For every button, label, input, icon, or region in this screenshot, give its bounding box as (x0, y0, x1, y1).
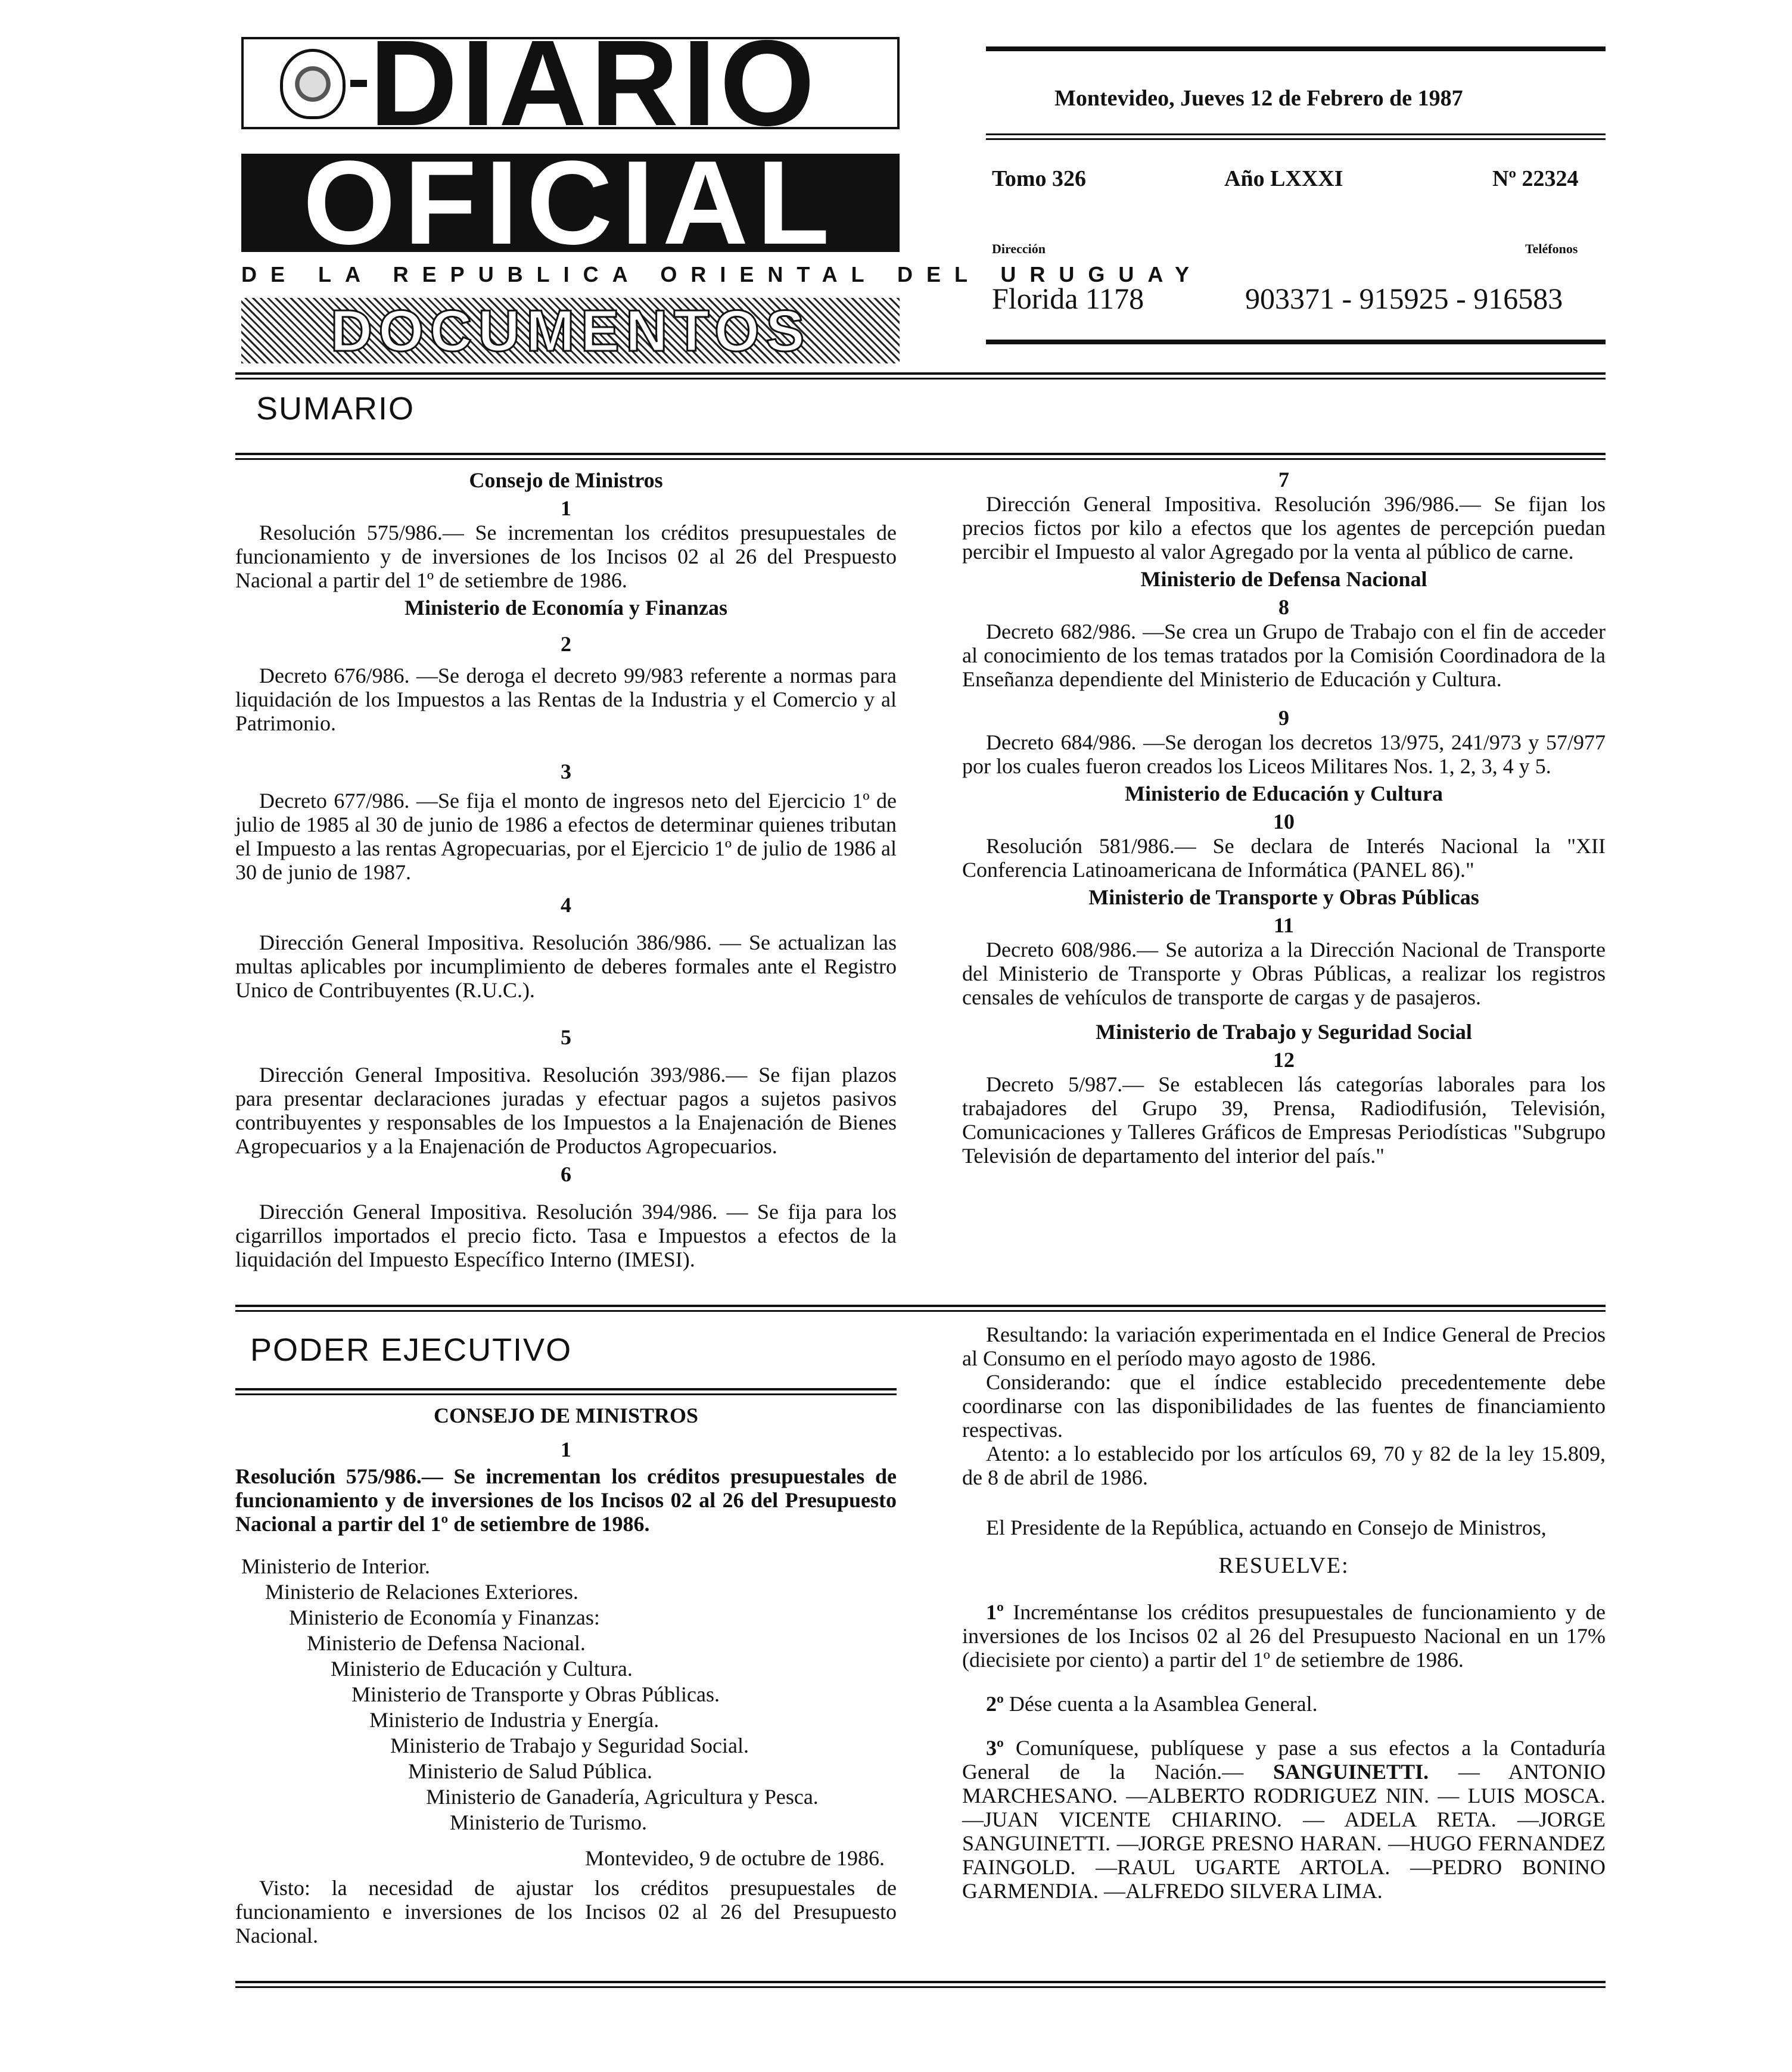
coat-of-arms-icon (280, 49, 346, 119)
masthead-documentos: DOCUMENTOS (330, 298, 811, 363)
resultando-paragraph: Resultando: la variación experimentada en el Indice General de Precios al Consumo en el período mayo agosto de 1986. (962, 1323, 1606, 1370)
poder-right-column (962, 1323, 1606, 1903)
ministry-line: Ministerio de Economía y Finanzas: (289, 1606, 600, 1629)
poder-left-column (235, 1400, 897, 1947)
article-1-text: Increméntanse los créditos presupuestales de funcionamiento y de inversiones de los Incisos 02 al 26 del Presupuesto Nacional en un 17% (diecisiete por ciento) a partir del 1º de setiembre de 1986. (962, 1600, 1606, 1672)
article-2-number: 2º (986, 1692, 1004, 1716)
summary-item: Decreto 684/986. —Se derogan los decretos 13/975, 241/973 y 57/977 por los cuales fueron creados los Liceos Militares Nos. 1, 2, 3, 4 y 5. (962, 730, 1606, 778)
ministry-line: Ministerio de Transporte y Obras Públicas. (351, 1682, 720, 1706)
section-heading: Ministerio de Transporte y Obras Públicas (1088, 885, 1479, 909)
section-heading: Ministerio de Economía y Finanzas (405, 596, 727, 620)
item-number: 8 (1278, 595, 1289, 619)
summary-item: Resolución 581/986.— Se declara de Interés Nacional la "XII Conferencia Latinoamericana de Informática (PANEL 86)." (962, 834, 1606, 882)
ministries-list (235, 1554, 897, 1835)
poder-ejecutivo-title: PODER EJECUTIVO (250, 1332, 573, 1368)
ministry-line: Ministerio de Ganadería, Agricultura y Pesca. (426, 1785, 819, 1809)
sumario-rule (235, 453, 1606, 455)
sumario-rule (235, 458, 1606, 460)
telefonos-value: 903371 - 915925 - 916583 (1245, 282, 1563, 315)
summary-item: Decreto 608/986.— Se autoriza a la Dirección Nacional de Transporte del Ministerio de Transporte y Obras Públicas, a realizar los registros censales de vehículos de transporte de cargas y de pasajeros. (962, 938, 1606, 1009)
item-number: 1 (561, 496, 571, 520)
telefonos-label: Teléfonos (1525, 241, 1578, 256)
article-2-text: Dése cuenta a la Asamblea General. (1009, 1692, 1318, 1716)
issue-number: Nº 22324 (1492, 166, 1579, 191)
footer-rule (235, 1986, 1606, 1988)
item-number: 11 (1273, 913, 1294, 937)
header-top-rule (986, 46, 1606, 51)
direccion-label: Dirección (992, 241, 1046, 256)
item-number: 5 (561, 1025, 571, 1049)
resuelve-heading: RESUELVE: (1218, 1553, 1349, 1578)
resolution-title: Resolución 575/986.— Se incrementan los créditos presupuestales de funcionamiento y de inversiones de los Incisos 02 al 26 del Presupuesto Nacional a partir del 1º de setiembre de 1986. (235, 1464, 897, 1536)
atento-paragraph: Atento: a lo establecido por los artículos 69, 70 y 82 de la ley 15.809, de 8 de abril de 1986. (962, 1442, 1606, 1489)
summary-item: Decreto 682/986. —Se crea un Grupo de Trabajo con el fin de acceder al conocimiento de los temas tratados por la Comisión Coordinadora de la Enseñanza dependiente del Ministerio de Educación y Cultura. (962, 620, 1606, 691)
masthead-title-diario: DIARIO (369, 15, 819, 151)
summary-item: Dirección General Impositiva. Resolución 396/986.— Se fijan los precios fictos por kilo a efectos que los agentes de percepción puedan percibir el Impuesto al valor Agregado por la venta al público de carne. (962, 492, 1606, 564)
item-number: 2 (561, 632, 571, 656)
header-rule (986, 138, 1606, 140)
ministry-line: Ministerio de Interior. (241, 1554, 430, 1578)
poder-rule (235, 1393, 897, 1395)
poder-rule (235, 1388, 897, 1390)
summary-item: Dirección General Impositiva. Resolución 394/986. — Se fija para los cigarrillos importados el precio ficto. Tasa e Impuestos a efectos de la liquidación del Impuesto Específico Interno (IMESI). (235, 1200, 897, 1271)
item-number: 3 (561, 760, 571, 783)
article-3-number: 3º (986, 1736, 1004, 1760)
tomo: Tomo 326 (992, 166, 1087, 191)
masthead-divider (235, 372, 1606, 375)
summary-item: Dirección General Impositiva. Resolución 386/986. — Se actualizan las multas aplicables por incumplimiento de deberes formales ante el Registro Unico de Contribuyentes (R.U.C.). (235, 931, 897, 1002)
ministry-line: Ministerio de Defensa Nacional. (307, 1631, 586, 1655)
masthead-subtitle: DE LA REPUBLICA ORIENTAL DEL URUGUAY (241, 262, 1203, 287)
masthead-dash (350, 80, 367, 87)
visto-paragraph: Visto: la necesidad de ajustar los créditos presupuestales de funcionamiento e inversiones de los Incisos 02 al 26 del Presupuesto Nacional. (235, 1876, 897, 1947)
poder-divider (235, 1305, 1606, 1307)
summary-item: Resolución 575/986.— Se incrementan los créditos presupuestales de funcionamiento y de inversiones de los Incisos 02 al 26 del Prespuesto Nacional a partir del 1º de setiembre de 1986. (235, 521, 897, 592)
masthead-divider (235, 378, 1606, 379)
summary-item: Decreto 676/986. —Se deroga el decreto 99/983 referente a normas para liquidación de los Impuestos a las Rentas de la Industria y el Comercio y al Patrimonio. (235, 664, 897, 735)
item-number: 10 (1273, 810, 1295, 833)
item-number: 6 (561, 1162, 571, 1186)
anio: Año LXXXI (1224, 166, 1343, 191)
place-date: Montevideo, 9 de octubre de 1986. (585, 1846, 885, 1870)
presidente-paragraph: El Presidente de la República, actuando en Consejo de Ministros, (986, 1516, 1547, 1539)
item-number: 9 (1278, 706, 1289, 730)
summary-item: Decreto 5/987.— Se establecen lás categorías laborales para los trabajadores del Grupo 39, Prensa, Radiodifusión, Televisión, Comunicaciones y Talleres Gráficos de Empresas Periodísticas "Subgrupo Televisión de departamento del interior del país." (962, 1072, 1606, 1168)
sumario-title: SUMARIO (256, 391, 415, 427)
summary-item: Decreto 677/986. —Se fija el monto de ingresos neto del Ejercicio 1º de julio de 1985 al 30 de junio de 1986 a efectos de determinar quienes tributan el Impuesto a las rentas Agropecuarias, por el Ejercicio 1º de julio de 1986 al 30 de junio de 1987. (235, 789, 897, 884)
ministry-line: Ministerio de Industria y Energía. (369, 1708, 659, 1732)
article-3 (962, 1736, 1606, 1903)
header-rule (986, 133, 1606, 135)
section-heading: Ministerio de Defensa Nacional (1140, 567, 1427, 591)
article-3-text: Comuníquese, publíquese y pase a sus efectos a la Contaduría General de la Nación.— (962, 1736, 1606, 1784)
ministry-line: Ministerio de Relaciones Exteriores. (265, 1580, 578, 1604)
article-2 (962, 1692, 1606, 1716)
sumario-left-column (235, 465, 897, 1271)
ministry-line: Ministerio de Trabajo y Seguridad Social. (390, 1734, 749, 1757)
item-number: 4 (561, 893, 571, 917)
consejo-heading: CONSEJO DE MINISTROS (433, 1404, 699, 1427)
article-1-number: 1º (986, 1600, 1004, 1624)
summary-item: Dirección General Impositiva. Resolución 393/986.— Se fijan plazos para presentar declaraciones juradas y efectuar pagos a sujetos pasivos contribuyentes y responsables de los Impuestos a la Enajenación de Bienes Agropecuarios y a la Enajenación de Productos Agropecuarios. (235, 1063, 897, 1158)
item-number: 12 (1273, 1048, 1295, 1072)
poder-divider (235, 1310, 1606, 1312)
issue-date: Montevideo, Jueves 12 de Febrero de 1987 (1054, 86, 1463, 111)
section-heading: Consejo de Ministros (469, 468, 663, 492)
ministry-line: Ministerio de Educación y Cultura. (331, 1657, 633, 1681)
item-number: 7 (1278, 468, 1289, 491)
ministry-line: Ministerio de Turismo. (450, 1810, 648, 1834)
considerando-paragraph: Considerando: que el índice establecido precedentemente debe coordinarse con las disponibilidades de las fuentes de financiamiento respectivas. (962, 1370, 1606, 1442)
signer-main: SANGUINETTI. (1273, 1760, 1429, 1784)
section-heading: Ministerio de Trabajo y Seguridad Social (1096, 1020, 1472, 1044)
item-number: 1 (561, 1438, 571, 1461)
article-1 (962, 1600, 1606, 1672)
signers-list: — ANTONIO MARCHESANO. —ALBERTO RODRIGUEZ NIN. — LUIS MOSCA. —JUAN VICENTE CHIARINO. — ADELA RETA. —JORGE SANGUINETTI. —JORGE PRESNO HARAN. —HUGO FERNANDEZ FAINGOLD. —RAUL UGARTE ARTOLA. —PEDRO BONINO GARMENDIA. —ALFREDO SILVERA LIMA. (962, 1760, 1606, 1903)
section-heading: Ministerio de Educación y Cultura (1124, 782, 1443, 805)
masthead-title-oficial: OFICIAL (303, 136, 838, 269)
direccion-value: Florida 1178 (992, 282, 1144, 315)
sumario-right-column (962, 465, 1606, 1168)
ministry-line: Ministerio de Salud Pública. (408, 1759, 652, 1783)
header-bottom-rule (986, 340, 1606, 344)
footer-rule (235, 1981, 1606, 1983)
